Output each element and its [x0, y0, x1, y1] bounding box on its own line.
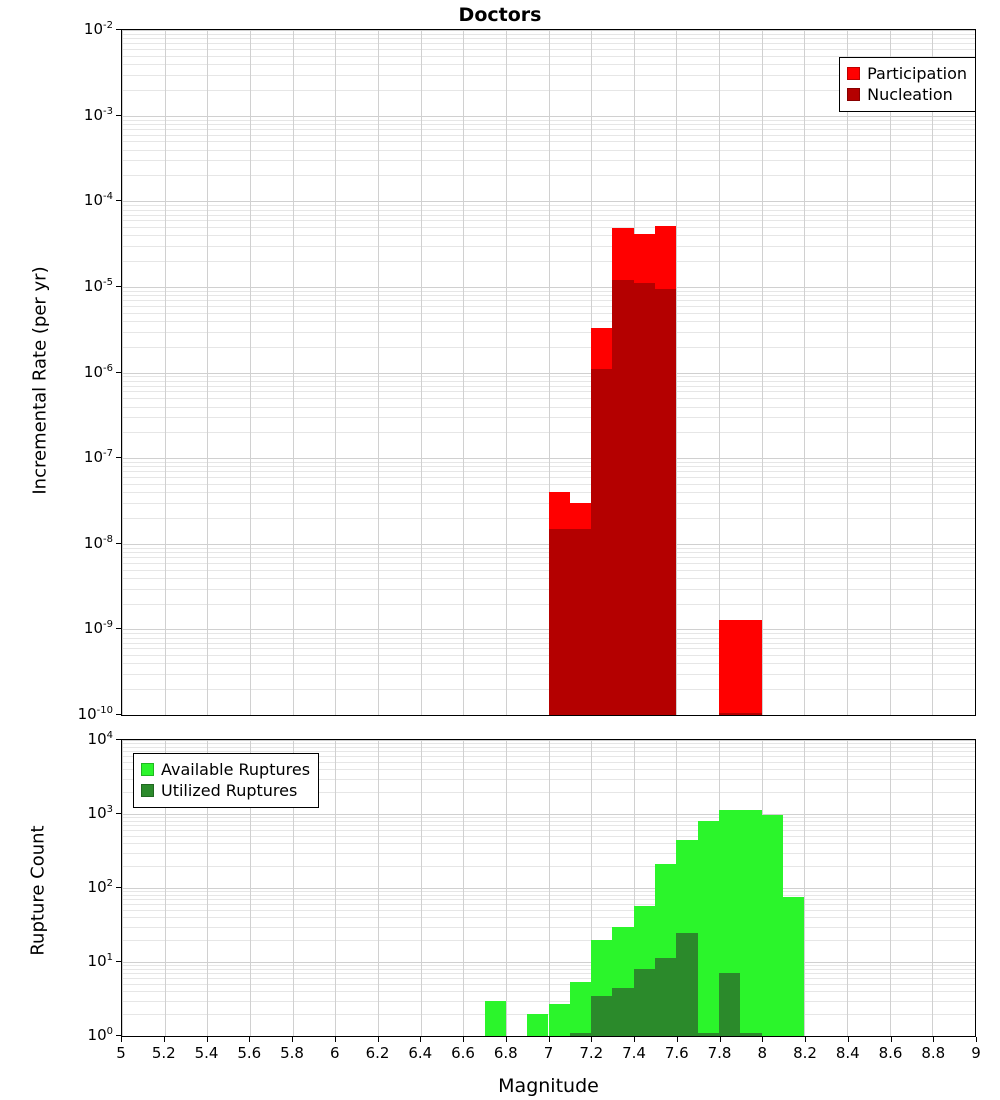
page-title: Doctors: [458, 4, 542, 26]
bottom-panel-legend: [133, 753, 319, 808]
legend-item: [141, 780, 310, 801]
grid-line-vertical: [506, 740, 507, 1036]
y-tick-label: $10^{-6}$: [83, 362, 113, 381]
legend-item-label: Utilized Ruptures: [161, 781, 298, 800]
x-tick-mark: [121, 1037, 122, 1042]
legend-item: [847, 84, 967, 105]
grid-line-vertical: [975, 740, 976, 1036]
bar: [740, 713, 761, 715]
y-tick-label: $10^1$: [87, 952, 113, 970]
x-tick-label: 5.2: [151, 1044, 176, 1062]
bottom-panel: [0, 730, 1000, 1100]
y-tick-label: $10^2$: [87, 878, 113, 896]
x-tick-label: 8.2: [793, 1044, 817, 1062]
grid-line-vertical: [335, 740, 336, 1036]
grid-line-vertical: [378, 740, 379, 1036]
y-tick-label: $10^0$: [87, 1026, 113, 1044]
x-tick-label: 5.4: [194, 1044, 219, 1062]
legend-color-swatch: [141, 763, 154, 776]
grid-line-vertical: [463, 740, 464, 1036]
bar: [719, 620, 740, 715]
bar: [612, 988, 633, 1036]
x-tick-mark: [292, 1037, 293, 1042]
bar: [591, 996, 612, 1036]
x-tick-label: 8.4: [835, 1044, 860, 1062]
x-tick-mark: [463, 1037, 464, 1042]
x-tick-mark: [677, 1037, 678, 1042]
grid-line-vertical: [335, 30, 336, 715]
y-tick-label: $10^{-3}$: [83, 105, 113, 124]
x-tick-label: 6.8: [493, 1044, 518, 1062]
bar: [719, 713, 740, 715]
grid-line-vertical: [250, 30, 251, 715]
x-tick-label: 6.6: [451, 1044, 475, 1062]
x-tick-label: 5.6: [237, 1044, 262, 1062]
bar: [570, 529, 591, 715]
bar: [570, 1033, 591, 1036]
grid-line-vertical: [847, 30, 848, 715]
grid-line-vertical: [421, 30, 422, 715]
grid-line-vertical: [932, 30, 933, 715]
bar: [676, 933, 697, 1036]
bar: [698, 821, 719, 1036]
x-tick-label: 6: [329, 1044, 340, 1062]
grid-line-vertical: [549, 740, 550, 1036]
x-tick-label: 7.4: [622, 1044, 646, 1062]
grid-line-vertical: [719, 30, 720, 715]
bar: [655, 958, 676, 1036]
bar: [634, 969, 655, 1036]
x-tick-label: 6.4: [408, 1044, 433, 1062]
x-tick-mark: [249, 1037, 250, 1042]
grid-line-vertical: [932, 740, 933, 1036]
bottom-panel-y-axis-label: Rupture Count: [27, 825, 49, 956]
y-tick-label: $10^{-10}$: [77, 705, 113, 723]
bar: [740, 620, 761, 715]
bar: [612, 280, 633, 715]
x-tick-mark: [591, 1037, 592, 1042]
grid-line-vertical: [293, 30, 294, 715]
x-tick-mark: [207, 1037, 208, 1042]
legend-item-label: Participation: [867, 64, 967, 83]
grid-line-vertical: [122, 740, 123, 1036]
x-tick-label: 5.8: [280, 1044, 304, 1062]
x-tick-mark: [805, 1037, 806, 1042]
grid-line-vertical: [676, 30, 677, 715]
y-tick-label: $10^{-9}$: [83, 619, 113, 638]
bar: [549, 1004, 570, 1036]
y-tick-label: $10^{-2}$: [83, 20, 113, 38]
x-tick-mark: [933, 1037, 934, 1042]
bar: [762, 815, 783, 1036]
grid-line-vertical: [762, 30, 763, 715]
x-tick-mark: [634, 1037, 635, 1042]
x-tick-mark: [976, 1037, 977, 1042]
bar: [740, 1033, 761, 1036]
bar: [549, 529, 570, 715]
bar: [655, 289, 676, 715]
legend-item-label: Available Ruptures: [161, 760, 311, 779]
x-tick-mark: [420, 1037, 421, 1042]
x-tick-mark: [164, 1037, 165, 1042]
x-tick-label: 8.6: [878, 1044, 903, 1062]
x-tick-label: 7: [543, 1044, 554, 1062]
bar: [591, 369, 612, 715]
grid-line-vertical: [463, 30, 464, 715]
grid-line-vertical: [378, 30, 379, 715]
x-tick-mark: [720, 1037, 721, 1042]
y-tick-label: $10^{-5}$: [83, 276, 113, 295]
bar: [570, 982, 591, 1036]
bar: [740, 810, 761, 1036]
y-tick-label: $10^4$: [87, 730, 113, 748]
y-tick-label: $10^{-4}$: [83, 191, 113, 210]
top-panel-y-axis-label: Incremental Rate (per yr): [29, 266, 51, 495]
grid-line-vertical: [890, 30, 891, 715]
y-tick-label: $10^{-8}$: [83, 533, 113, 552]
legend-color-swatch: [847, 67, 860, 80]
top-panel-plot-area: [121, 29, 976, 716]
y-tick-label: $10^{-7}$: [83, 448, 113, 467]
x-tick-mark: [378, 1037, 379, 1042]
top-panel-legend: [839, 57, 976, 112]
x-tick-label: 6.2: [365, 1044, 390, 1062]
bar: [527, 1014, 548, 1036]
bar: [698, 1033, 719, 1036]
legend-item: [141, 759, 310, 780]
grid-line-vertical: [847, 740, 848, 1036]
x-tick-mark: [762, 1037, 763, 1042]
bar: [485, 1001, 506, 1036]
x-tick-mark: [335, 1037, 336, 1042]
x-tick-label: 7.6: [664, 1044, 689, 1062]
grid-line-vertical: [165, 30, 166, 715]
bottom-panel-x-axis-label: Magnitude: [498, 1075, 599, 1097]
grid-line-vertical: [804, 30, 805, 715]
y-tick-label: $10^3$: [87, 804, 113, 822]
grid-line-vertical: [122, 30, 123, 715]
x-tick-label: 9: [971, 1044, 981, 1062]
x-tick-mark: [549, 1037, 550, 1042]
x-tick-label: 7.8: [707, 1044, 732, 1062]
grid-line-vertical: [975, 30, 976, 715]
grid-line-vertical: [207, 30, 208, 715]
x-tick-mark: [506, 1037, 507, 1042]
grid-line-vertical: [506, 30, 507, 715]
x-tick-label: 5: [116, 1044, 126, 1062]
bar: [783, 897, 804, 1036]
x-tick-label: 7.2: [579, 1044, 604, 1062]
legend-color-swatch: [847, 88, 860, 101]
bar: [719, 973, 740, 1036]
grid-line-vertical: [421, 740, 422, 1036]
grid-line-vertical: [890, 740, 891, 1036]
x-tick-label: 8: [757, 1044, 768, 1062]
grid-line-horizontal: [122, 715, 975, 716]
legend-item-label: Nucleation: [867, 85, 953, 104]
grid-line-vertical: [804, 740, 805, 1036]
x-tick-mark: [848, 1037, 849, 1042]
x-tick-mark: [891, 1037, 892, 1042]
legend-color-swatch: [141, 784, 154, 797]
bar: [634, 283, 655, 715]
legend-item: [847, 63, 967, 84]
x-tick-label: 8.8: [921, 1044, 946, 1062]
